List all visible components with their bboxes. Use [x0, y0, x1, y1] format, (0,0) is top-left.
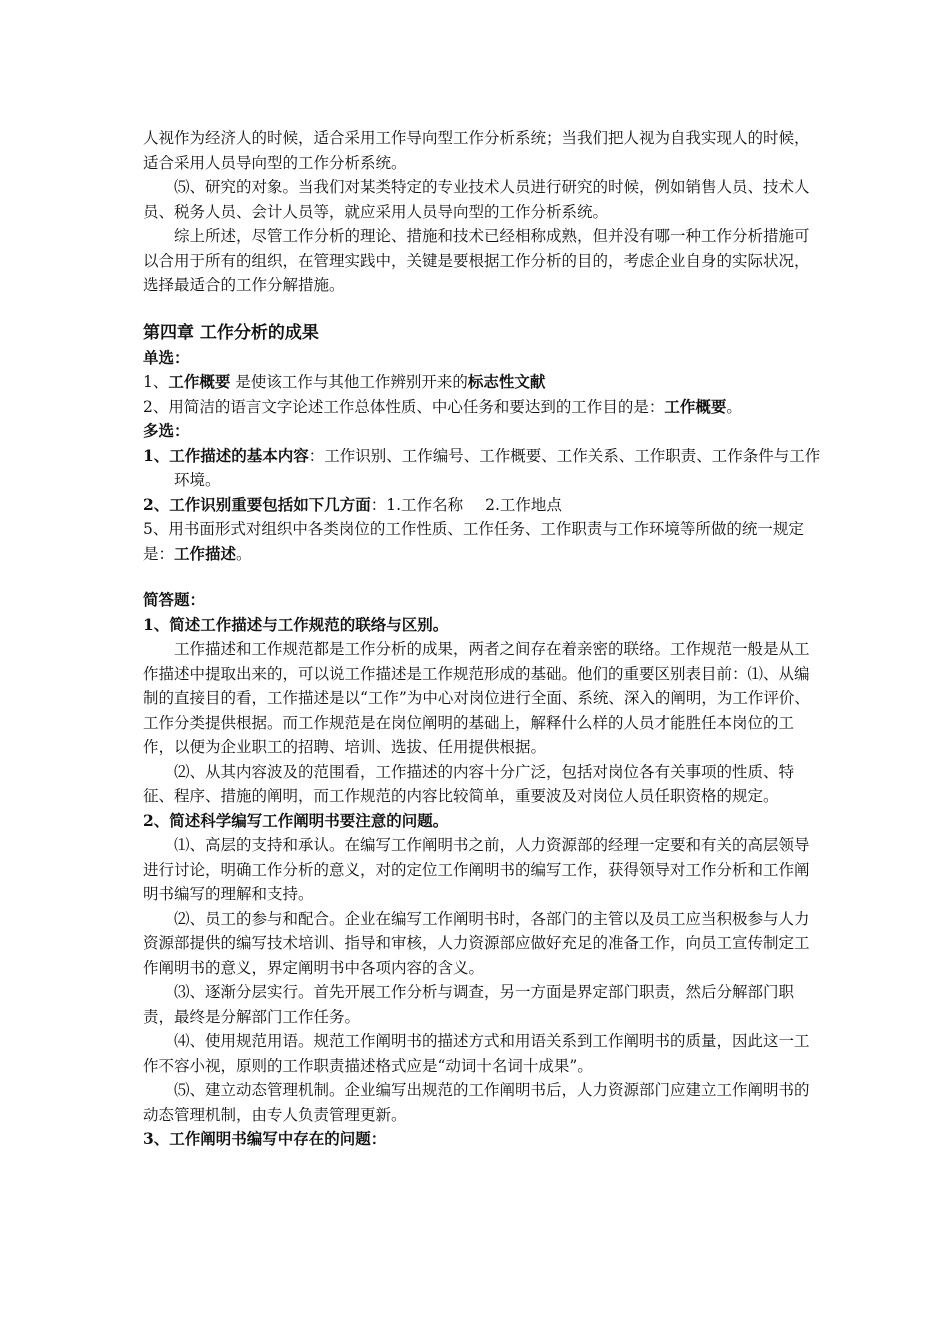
- short-q1-paragraph-1: 工作描述和工作规范都是工作分析的成果，两者之间存在着亲密的联络。工作规范一般是从工作描述中提取出来的，可以说工作描述是工作规范形成的基础。他们的重要区别表目前：⑴、从编制的直接目的看，工作描述是以“工作”为中心对岗位进行全面、系统、深入的阐明，为工作评价、工作分类提供根据。而工作规范是在岗位阐明的基础上，解释什么样的人员才能胜任本岗位的工作，以便为企业职工的招聘、培训、选拔、任用提供根据。: [143, 640, 810, 756]
- multi-q5-end: 。: [236, 544, 252, 563]
- multi-q2: [143, 493, 823, 518]
- short-q2-paragraph-3: ⑶、逐渐分层实行。首先开展工作分析与调查，另一方面是界定部门职责，然后分解部门职责，最终是分解部门工作任务。: [143, 983, 795, 1026]
- single-q1-text: 是使该工作与其他工作辨别开来的: [230, 373, 468, 391]
- multi-choice-heading: 多选：: [143, 421, 190, 440]
- document-page: [143, 126, 823, 1152]
- multi-q5-text: 5、用书面形式对组织中各类岗位的工作性质、工作任务、工作职责与工作环境等所做的统一规定是：: [143, 520, 804, 563]
- single-q2-text: 2、用简洁的语言文字论述工作总体性质、中心任务和要达到的工作目的是：: [143, 397, 665, 416]
- short-q1-title: 1、简述工作描述与工作规范的联络与区别。: [143, 614, 449, 634]
- single-q1-term: 工作概要: [168, 372, 231, 391]
- short-q3-title: 3、工作阐明书编写中存在的问题：: [143, 1129, 387, 1148]
- multi-q5: [143, 517, 823, 566]
- single-choice-heading: 单选：: [143, 347, 190, 367]
- single-q2-end: 。: [726, 397, 742, 416]
- short-q1-paragraph-2: ⑵、从其内容波及的范围看，工作描述的内容十分广泛，包括对岗位各有关事项的性质、特征、程序、措施的阐明，而工作规范的内容比较简单，重要波及对岗位人员任职资格的规定。: [143, 762, 795, 805]
- paragraph-intro-1: 人视作为经济人的时候，适合采用工作导向型工作分析系统；当我们把人视为自我实现人的时候，适合采用人员导向型的工作分析系统。: [143, 129, 810, 172]
- short-q2-title: 2、简述科学编写工作阐明书要注意的问题。: [143, 810, 449, 830]
- single-q2: [143, 395, 823, 420]
- single-q1-answer: 标志性文献: [467, 372, 546, 391]
- multi-q2-item-2: 2.工作地点: [485, 495, 562, 514]
- short-q2-paragraph-4: ⑷、使用规范用语。规范工作阐明书的描述方式和用语关系到工作阐明书的质量，因此这一工作不容小视，原则的工作职责描述格式应是“动词十名词十成果”。: [143, 1032, 810, 1075]
- single-q1: [143, 370, 823, 395]
- short-q2-paragraph-1: ⑴、高层的支持和承认。在编写工作阐明书之前，人力资源部的经理一定要和有关的高层领导进行讨论，明确工作分析的意义，对的定位工作阐明书的编写工作，获得领导对工作分析和工作阐明书编写的理解和支持。: [143, 836, 810, 903]
- short-q2-paragraph-5: ⑸、建立动态管理机制。企业编写出规范的工作阐明书后，人力资源部门应建立工作阐明书的动态管理机制，由专人负责管理更新。: [143, 1081, 810, 1124]
- single-q2-answer: 工作概要: [664, 396, 727, 416]
- multi-q5-answer: 工作描述: [174, 543, 237, 563]
- multi-q2-label: 2、工作识别重要包括如下几方面: [143, 494, 371, 514]
- paragraph-intro-2: ⑸、研究的对象。当我们对某类特定的专业技术人员进行研究的时候，例如销售人员、技术人员、税务人员、会计人员等，就应采用人员导向型的工作分析系统。: [143, 178, 810, 221]
- multi-q1-text: ：工作识别、工作编号、工作概要、工作关系、工作职责、工作条件与工作环境。: [174, 446, 821, 489]
- multi-q1-label: 1、工作描述的基本内容: [143, 445, 309, 465]
- chapter-title: 第四章 工作分析的成果: [143, 322, 319, 343]
- short-q2-paragraph-2: ⑵、员工的参与和配合。企业在编写工作阐明书时，各部门的主管以及员工应当积极参与人力资源部提供的编写技术培训、指导和审核，人力资源部应做好充足的准备工作，向员工宣传制定工作阐明书的意义，界定阐明书中各项内容的含义。: [143, 909, 810, 977]
- multi-q1: [143, 444, 823, 493]
- short-answer-heading: 简答题：: [143, 590, 206, 609]
- single-q1-num: 1、: [143, 373, 169, 391]
- multi-q2-item-1: ：1.工作名称: [370, 495, 464, 514]
- paragraph-intro-3: 综上所述，尽管工作分析的理论、措施和技术已经相称成熟，但并没有哪一种工作分析措施可以合用于所有的组织，在管理实践中，关键是要根据工作分析的目的，考虑企业自身的实际状况，选择最适合的工作分解措施。: [143, 227, 810, 294]
